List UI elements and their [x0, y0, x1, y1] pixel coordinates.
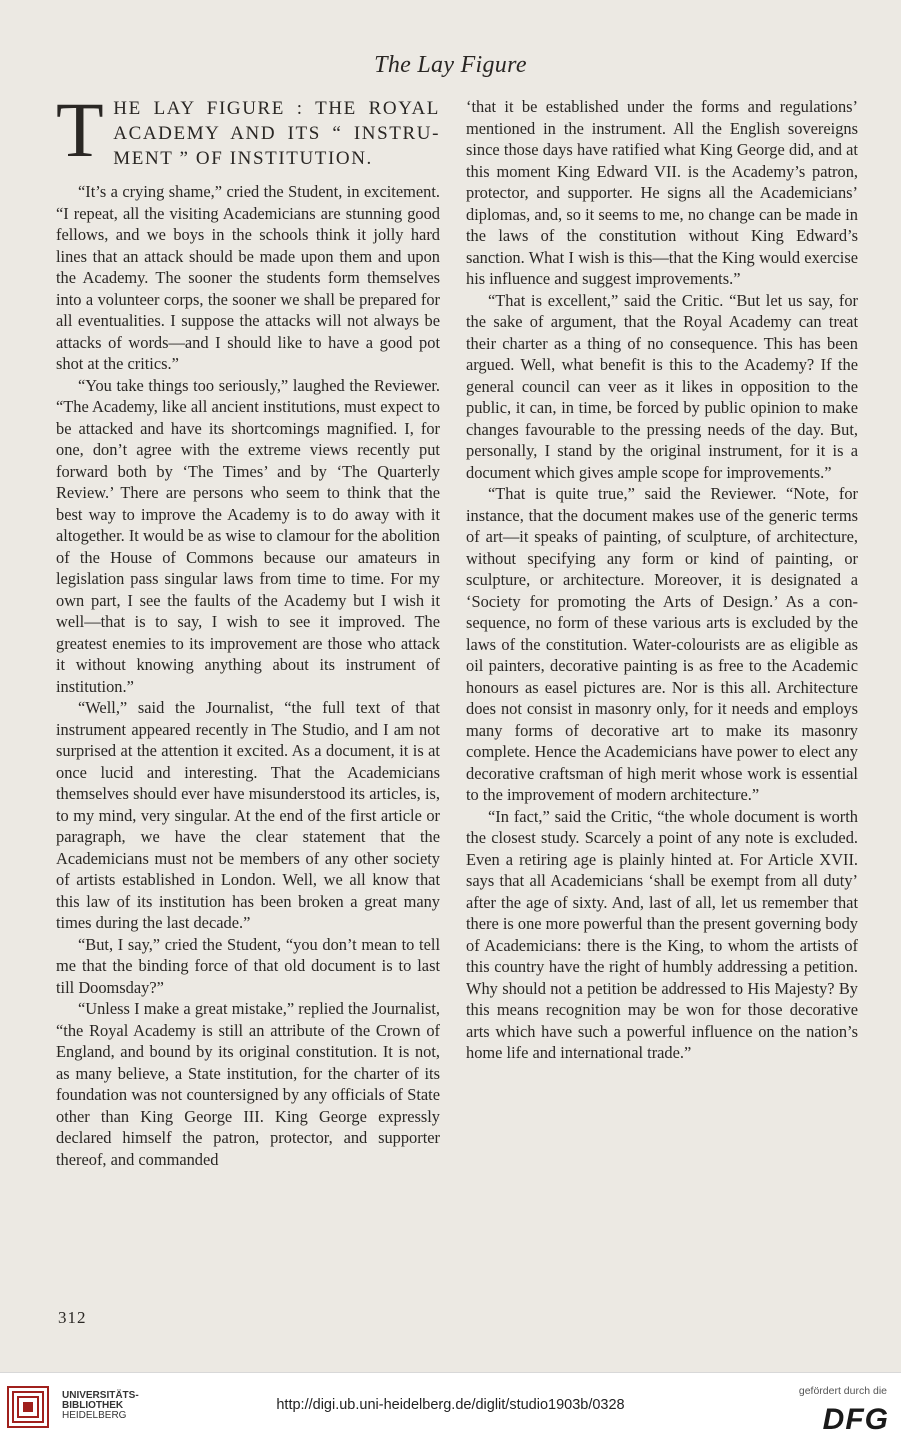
page-number: 312	[58, 1308, 87, 1327]
viewer-footer	[0, 1372, 901, 1441]
running-head: The Lay Figure	[374, 52, 527, 78]
dfg-logo: DFG	[822, 1403, 889, 1436]
paragraph: “It’s a crying shame,” cried the Student, in excitement. “I repeat, all the visiting Academicians are stunning good fellows, and we boys in the schools think it jolly hard lines that an attack should be made upon them and upon the Academy. The sooner the students form themselves into a volunteer corps, the sooner we shall be prepared for all eventualities. I suppose the attacks will not always be attacks of words—and I should like to have a good pot shot at the critics.”	[56, 182, 440, 373]
heading-text: HE LAY FIGURE : THE ROYAL ACADEMY AND ITS “ INSTRU- MENT ” OF INSTITUTION.	[113, 98, 440, 169]
paragraph: “Well,” said the Journalist, “the full text of that instrument appeared recently in The Studio, and I am not surprised at the attention it excited. As a document, it is at once lucid and interesting. That the Academicians themselves should ever have misunderstood its articles, is, to my mind, very singular. At the end of the first article or paragraph, we have the clear statement that the Academicians must not be members of any other society of artists established in London. Well, we all know that this law of its institution has been broken a great many times during the last decade.”	[56, 698, 440, 932]
funding-label: gefördert durch die	[798, 1385, 887, 1397]
paragraph: “That is excellent,” said the Critic. “But let us say, for the sake of argument, that the Royal Academy can treat their charter as a thing of no consequence. This has been argued. Well, what benefit is this to the Academy? If the general council can veer as it likes in opposition to the public, it can, in time, be forced by public opinion to make changes favourable to the pressing needs of the day. But, personally, I stand by the original instrument, for it is a document which gives ample scope for improvements.”	[466, 290, 858, 482]
drop-cap: T	[56, 86, 106, 173]
library-name: UNIVERSITÄTS- BIBLIOTHEK HEIDELBERG	[62, 1390, 139, 1421]
paragraph: “Unless I make a great mistake,” replied the Journalist, “the Royal Academy is still an attribute of the Crown of England, and bound by its original constitution. It is not, as many believe, a State institution, for the charter of its foundation was not countersigned by any officials of State other than King George III. King George expressly declared himself the patron, protector, and supporter thereof, and commanded	[56, 999, 440, 1169]
paragraph: ‘that it be established under the forms and regulations’ mentioned in the instrument. All the English sovereigns since those days have ratified what King George did, and at this moment King Edward VII. is the Academy’s patron, protector, and supporter. He signs all the Academicians’ diplomas, and, so it seems to me, no change can be made in the laws of the constitution without King Edward’s sanction. What I wish is this—that the King would exercise his influence and suggest improvements.”	[466, 97, 858, 288]
paragraph: “But, I say,” cried the Student, “you don’t mean to tell me that the binding force of that old document is to last till Doomsday?”	[56, 934, 440, 997]
paragraph: “You take things too seriously,” laughed the Reviewer. “The Academy, like all ancient institutions, must expect to be attacked and have its shortcomings magnified. I, for one, don’t agree with the extreme views recently put forward both by ‘The Times’ and by ‘The Quarterly Review.’ There are persons who seem to think that the best way to improve the Academy is to do away with it altogether. It would be as wise to clamour for the abolition of the House of Commons because our amateurs in legislation pass singular laws from time to time. For my own part, I see the faults of the Academy but I wish it well—that is to say, I wish to see it improved. The greatest enemies to its improvement are those who attack it without knowing anything about its instrument of institution.”	[56, 375, 440, 696]
article-heading	[56, 86, 440, 173]
paragraph: “In fact,” said the Critic, “the whole document is worth the closest study. Scarcely a point of any note is excluded. Even a retiring age is plainly hinted at. For Article XVII. says that all Academicians ‘shall be exempt from all duty’ after the age of sixty. And, last of all, let us remember that there is one more powerful than the present governing body of Academicians: there is the King, to whom the artists of this country have the right of humbly addressing a petition. Why should not a petition be addressed to His Majesty? By this means recognition may be won for those decorative arts which have such a powerful influence on the nation’s home life and international trade.”	[466, 806, 858, 1062]
left-column	[56, 86, 440, 1170]
document-url-link[interactable]: http://digi.ub.uni-heidelberg.de/diglit/studio1903b/0328	[276, 1397, 625, 1413]
paragraph: “That is quite true,” said the Reviewer. “Note, for instance, that the document makes use of the generic terms of art—it speaks of painting, of sculpture, of architecture, without specifying any form or kind of painting, or sculpture, or architecture. Moreover, it is designated a ‘Society for promoting the Arts of Design.’ As a consequence, no form of these various arts is excluded by the laws of the constitution. Water-colourists are as eligible as oil painters, decorative painting is as free to the Academic honours as easel pictures are. Nor is this all. Architecture does not consist in masonry only, for it needs and employs many forms of decorative art to make its masonry complete. Hence the Academicians have power to elect any decorative craftsman of high merit whose work is essential to the improvement of modern architecture.”	[466, 484, 858, 804]
right-column	[466, 96, 858, 1064]
